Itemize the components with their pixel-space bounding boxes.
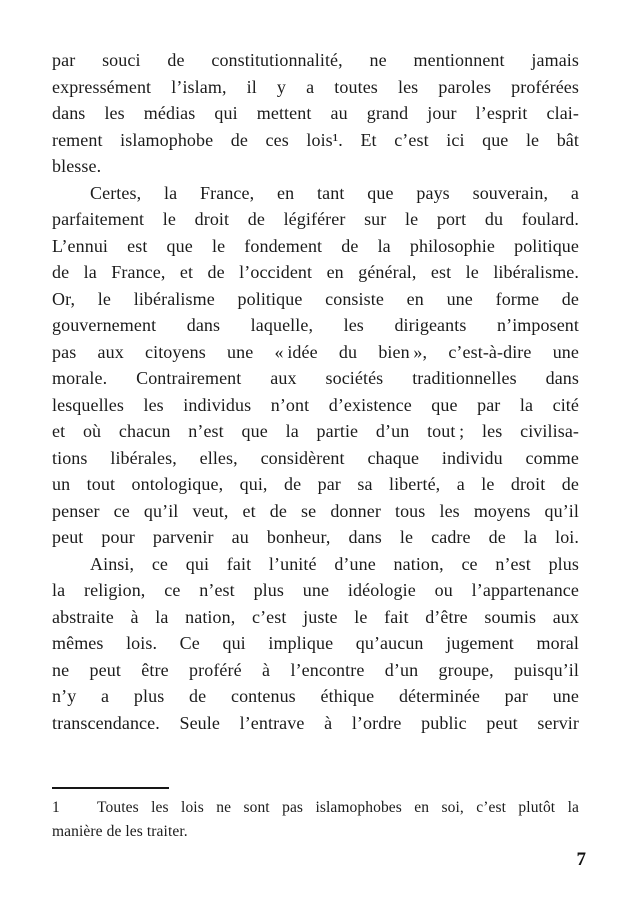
body-line: L’ennui est que le fondement de la philosophie politique: [52, 235, 579, 256]
body-line: lesquelles les individus n’ont d’existence que par la cité: [52, 394, 579, 415]
body-line: ne peut être proféré à l’encontre d’un groupe, puisqu’il: [52, 659, 579, 680]
body-line: gouvernement dans laquelle, les dirigeants n’imposent: [52, 315, 579, 335]
body-line: abstraite à la nation, c’est juste le fait d’être soumis aux: [52, 606, 579, 627]
body-line: parfaitement le droit de légiférer sur le port du foulard.: [52, 209, 579, 229]
body-line: peut pour parvenir au bonheur, dans le cadre de la loi.: [52, 527, 579, 547]
body-line: Ainsi, ce qui fait l’unité d’une nation, ce n’est plus: [90, 553, 579, 574]
footnote: [52, 796, 579, 844]
body-line: et où chacun n’est que la partie d’un tout ; les civilisa-: [52, 421, 579, 441]
body-line: penser ce qu’il veut, et de se donner tous les moyens qu’il: [52, 500, 579, 521]
page-number: 7: [576, 849, 586, 870]
body-line: n’y a plus de contenus éthique déterminée par une: [52, 686, 579, 706]
body-line: par souci de constitutionnalité, ne mentionnent jamais: [52, 50, 579, 70]
body-line: mêmes lois. Ce qui implique qu’aucun jugement moral: [52, 633, 579, 653]
body-line: blesse.: [52, 156, 102, 176]
footnote-line: manière de les traiter.: [52, 823, 188, 840]
body-line: de la France, et de l’occident en général, est le libéralisme.: [52, 262, 579, 282]
body-line: Or, le libéralisme politique consiste en une forme de: [52, 288, 579, 309]
body-line-with-note-ref: rement islamophobe de ces lois¹. Et c’est ici que le bât: [52, 129, 579, 150]
body-line: tions libérales, elles, considèrent chaque individu comme: [52, 447, 579, 468]
body-line: transcendance. Seule l’entrave à l’ordre public peut servir: [52, 712, 579, 733]
body-line: la religion, ce n’est plus une idéologie ou l’appartenance: [52, 580, 579, 600]
body-line: dans les médias qui mettent au grand jour l’esprit clai-: [52, 103, 579, 123]
body-line: un tout ontologique, qui, de par sa liberté, a le droit de: [52, 474, 579, 494]
body-line: expressément l’islam, il y a toutes les paroles proférées: [52, 76, 579, 97]
body-line: pas aux citoyens une « idée du bien », c’est-à-dire une: [52, 341, 579, 362]
body-line: Certes, la France, en tant que pays souverain, a: [90, 182, 579, 203]
footnote-line: 1 Toutes les lois ne sont pas islamophobes en soi, c’est plutôt la: [52, 799, 579, 816]
body-text: [52, 47, 579, 736]
footnote-separator-rule: [52, 787, 169, 789]
body-line: morale. Contrairement aux sociétés traditionnelles dans: [52, 368, 579, 388]
